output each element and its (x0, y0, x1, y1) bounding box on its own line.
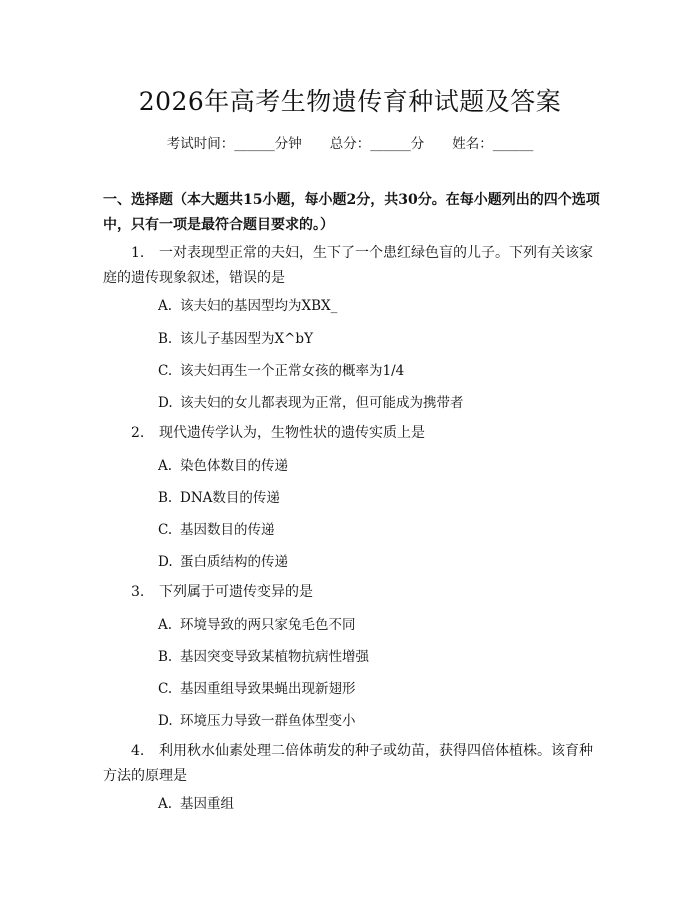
option-1d (158, 393, 598, 413)
question-4 (103, 739, 603, 789)
exam-meta (0, 132, 700, 152)
option-4a (158, 794, 598, 814)
section-heading: 一、选择题（本大题共15小题，每小题2分，共30分。在每小题列出的四个选项中，只有一项是最符合题目要求的。） (103, 192, 600, 233)
option-text: 环境导致的两只家兔毛色不同 (180, 617, 356, 633)
total-score: 总分：______分 (329, 136, 425, 152)
option-letter: B. (158, 331, 173, 347)
exam-time: 考试时间：______分钟 (166, 136, 302, 152)
option-text: 该儿子基因型为X^bY (180, 331, 313, 347)
option-2c (158, 520, 598, 540)
option-letter: A. (158, 796, 173, 812)
question-text: 一对表现型正常的夫妇，生下了一个患红绿色盲的儿子。下列有关该家庭的遗传现象叙述，错误的是 (103, 245, 593, 286)
option-text: DNA数目的传递 (180, 490, 280, 506)
option-letter: B. (158, 649, 173, 665)
question-number: 1. (131, 245, 145, 261)
option-1a (158, 296, 598, 316)
option-3b (158, 647, 598, 667)
option-letter: A. (158, 298, 173, 314)
question-2 (103, 421, 603, 446)
option-letter: D. (158, 395, 173, 411)
option-text: 基因数目的传递 (180, 522, 275, 538)
option-3a (158, 615, 598, 635)
question-number: 2. (131, 425, 145, 441)
option-1c (158, 361, 598, 381)
option-3c (158, 679, 598, 699)
option-3d (158, 711, 598, 731)
question-1 (103, 241, 603, 291)
option-2b (158, 488, 598, 508)
option-text: 该夫妇的女儿都表现为正常，但可能成为携带者 (180, 395, 464, 411)
question-number: 3. (131, 584, 145, 600)
option-letter: B. (158, 490, 173, 506)
option-1b (158, 329, 598, 349)
option-text: 蛋白质结构的传递 (180, 554, 288, 570)
option-text: 基因重组 (180, 796, 234, 812)
option-letter: C. (158, 681, 173, 697)
option-letter: A. (158, 458, 173, 474)
question-3 (103, 580, 603, 605)
option-text: 该夫妇的基因型均为XBX_ (180, 298, 338, 314)
option-letter: D. (158, 554, 173, 570)
option-letter: D. (158, 713, 173, 729)
option-letter: A. (158, 617, 173, 633)
question-text: 下列属于可遗传变异的是 (159, 584, 313, 600)
question-text: 利用秋水仙素处理二倍体萌发的种子或幼苗，获得四倍体植株。该育种方法的原理是 (103, 743, 593, 784)
page-title: 2026年高考生物遗传育种试题及答案 (138, 87, 562, 116)
question-text: 现代遗传学认为，生物性状的遗传实质上是 (159, 425, 425, 441)
question-number: 4. (131, 743, 145, 759)
option-letter: C. (158, 522, 173, 538)
option-2d (158, 552, 598, 572)
student-name: 姓名：______ (452, 136, 534, 152)
option-letter: C. (158, 363, 173, 379)
option-text: 环境压力导致一群鱼体型变小 (180, 713, 356, 729)
option-text: 基因重组导致果蝇出现新翅形 (180, 681, 356, 697)
option-2a (158, 456, 598, 476)
option-text: 染色体数目的传递 (180, 458, 288, 474)
option-text: 该夫妇再生一个正常女孩的概率为1/4 (180, 363, 405, 379)
option-text: 基因突变导致某植物抗病性增强 (180, 649, 369, 665)
